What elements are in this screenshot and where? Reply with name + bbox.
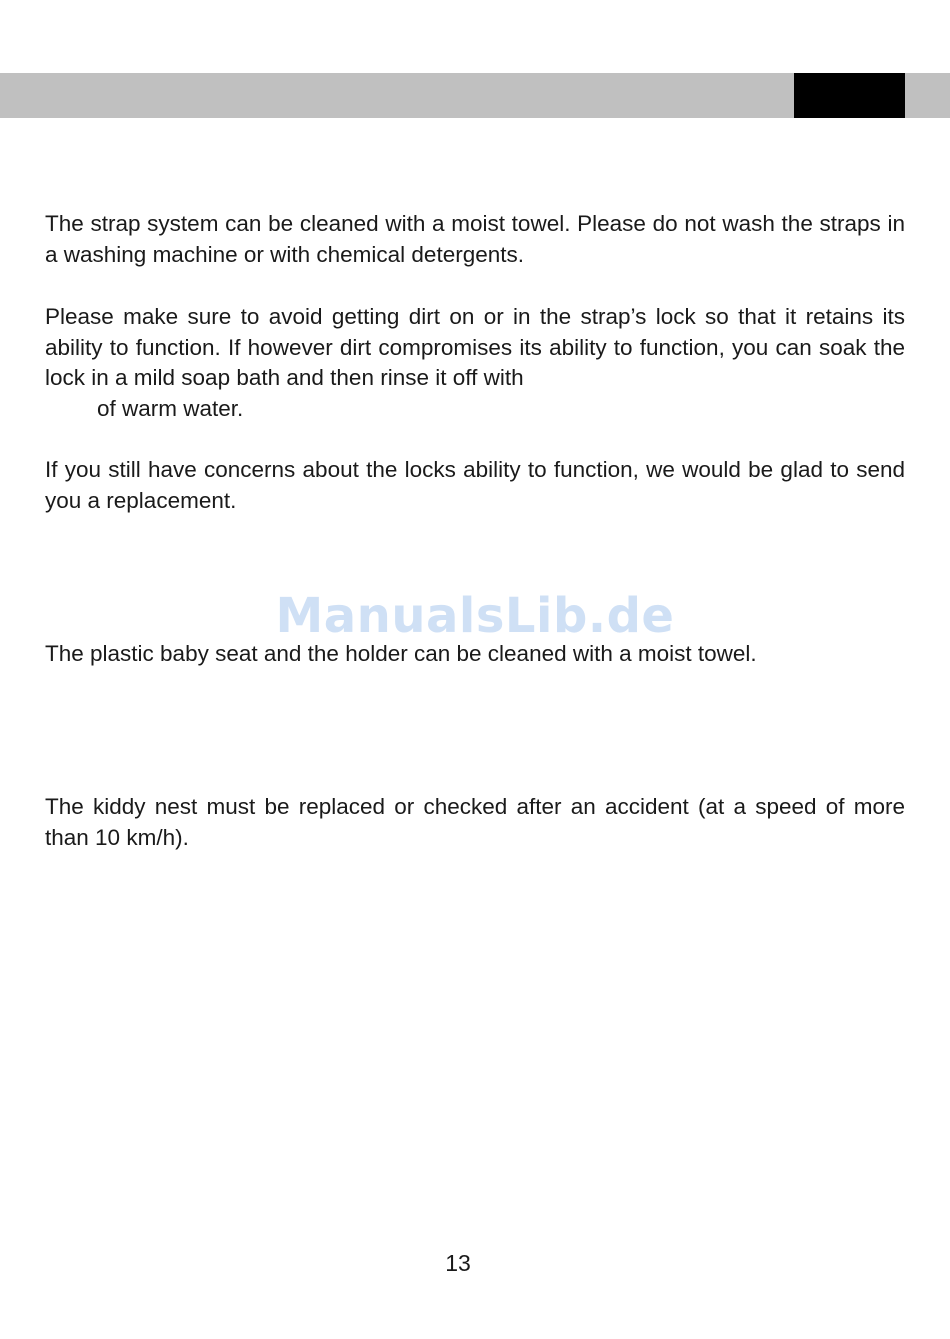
lock-care-paragraph: Please make sure to avoid getting dirt on or in the strap’s lock so that it retains its ability to function. If however dirt compromises its ability to function, you can soak the lock in a mild soap bath and then rinse it off with (45, 304, 905, 391)
header-tab-block (794, 73, 905, 118)
replacement-offer-paragraph: If you still have concerns about the locks ability to function, we would be glad to send you a replacement. (45, 457, 905, 513)
page-number: 13 (445, 1250, 471, 1276)
accident-note-paragraph: The kiddy nest must be replaced or checked after an accident (at a speed of more than 10 km/h). (45, 794, 905, 850)
strap-cleaning-paragraph: The strap system can be cleaned with a moist towel. Please do not wash the straps in a washing machine or with chemical detergents. (45, 211, 905, 267)
watermark-logo: ManualsLib.de (275, 588, 675, 644)
lock-care-paragraph-tail: of warm water. (97, 396, 244, 421)
seat-cleaning-paragraph: The plastic baby seat and the holder can be cleaned with a moist towel. (45, 641, 757, 666)
